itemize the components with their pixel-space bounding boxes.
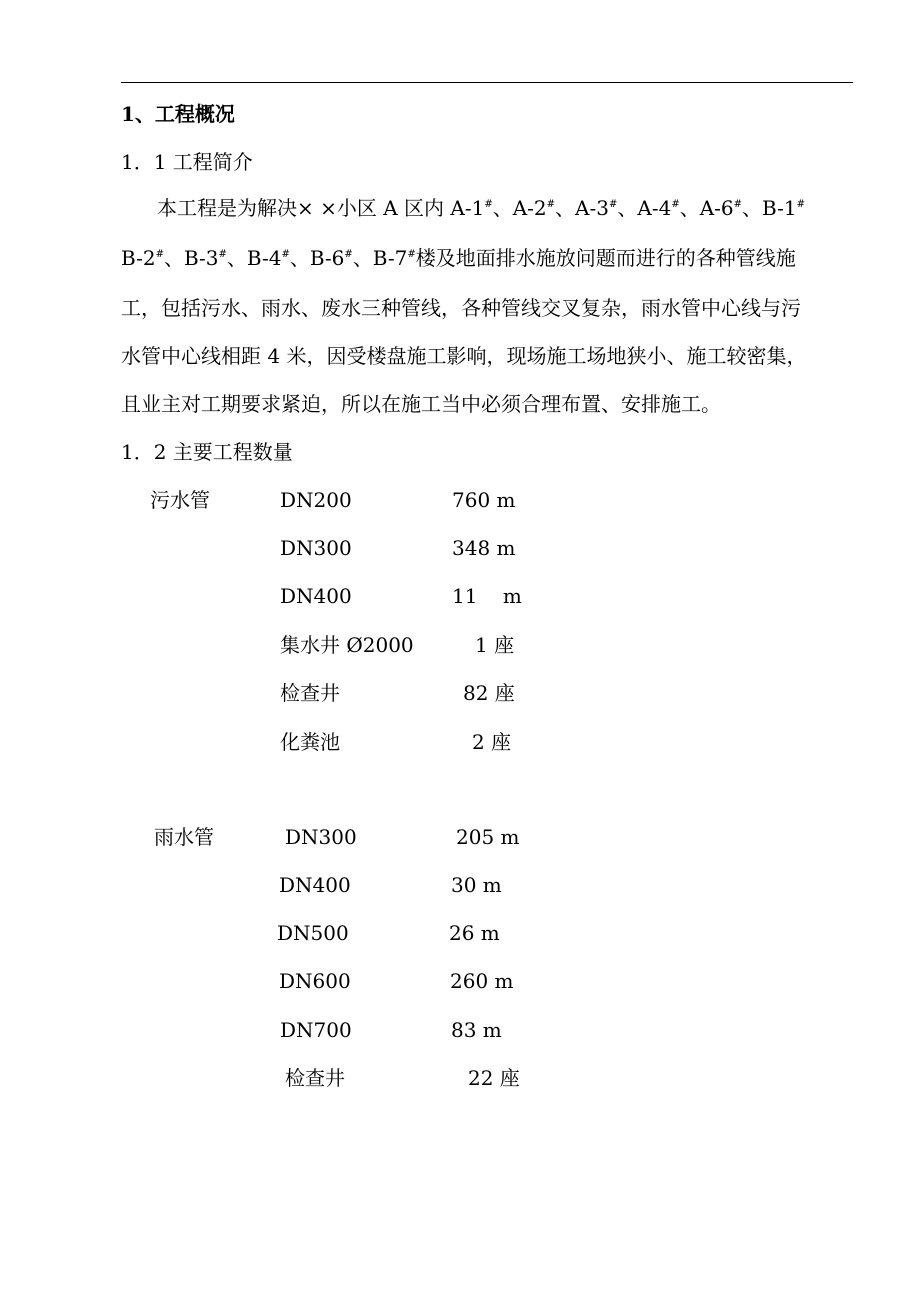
subsection-title-overview: 1．1 工程简介: [121, 150, 253, 174]
paragraph-line: 工，包括污水、雨水、废水三种管线，各种管线交叉复杂，雨水管中心线与污: [121, 296, 801, 320]
paragraph-line: 水管中心线相距 4 米，因受楼盘施工影响，现场施工场地狭小、施工较密集，: [121, 344, 807, 368]
item-name: DN200: [280, 488, 352, 512]
item-name: 集水井 Ø2000: [280, 633, 414, 657]
subsection-title-quantities: 1．2 主要工程数量: [121, 440, 293, 464]
item-name: DN300: [280, 536, 352, 560]
paragraph-line: 本工程是为解决× ×小区 A 区内 A-1#、A-2#、A-3#、A-4#、A-6#、B-1#: [157, 196, 805, 220]
item-name: DN300: [285, 825, 357, 849]
item-quantity: 205 m: [456, 825, 520, 849]
item-quantity: 260 m: [450, 969, 514, 993]
item-quantity: 760 m: [452, 488, 516, 512]
item-quantity: 11 m: [452, 584, 522, 608]
paragraph-line: B-2#、B-3#、B-4#、B-6#、B-7#楼及地面排水施放问题而进行的各种管线施: [121, 246, 796, 270]
item-quantity: 348 m: [452, 536, 516, 560]
section-heading: 1、工程概况: [121, 102, 235, 126]
paragraph-line: 且业主对工期要求紧迫，所以在施工当中必须合理布置、安排施工。: [121, 392, 721, 416]
group-label-sewage: 污水管: [150, 488, 210, 512]
item-quantity: 83 m: [451, 1018, 502, 1042]
item-quantity: 22 座: [468, 1066, 520, 1090]
item-quantity: 26 m: [449, 921, 500, 945]
item-name: DN400: [279, 873, 351, 897]
item-name: 检查井: [285, 1066, 345, 1090]
item-name: 检查井: [280, 681, 340, 705]
item-name: DN700: [280, 1018, 352, 1042]
item-name: DN600: [279, 969, 351, 993]
item-name: DN400: [280, 584, 352, 608]
header-rule: [121, 82, 853, 83]
item-quantity: 30 m: [451, 873, 502, 897]
item-quantity: 2 座: [472, 730, 512, 754]
item-quantity: 82 座: [463, 681, 515, 705]
item-name: DN500: [277, 921, 349, 945]
item-quantity: 1 座: [475, 633, 515, 657]
item-name: 化粪池: [280, 730, 340, 754]
group-label-rain: 雨水管: [154, 825, 214, 849]
